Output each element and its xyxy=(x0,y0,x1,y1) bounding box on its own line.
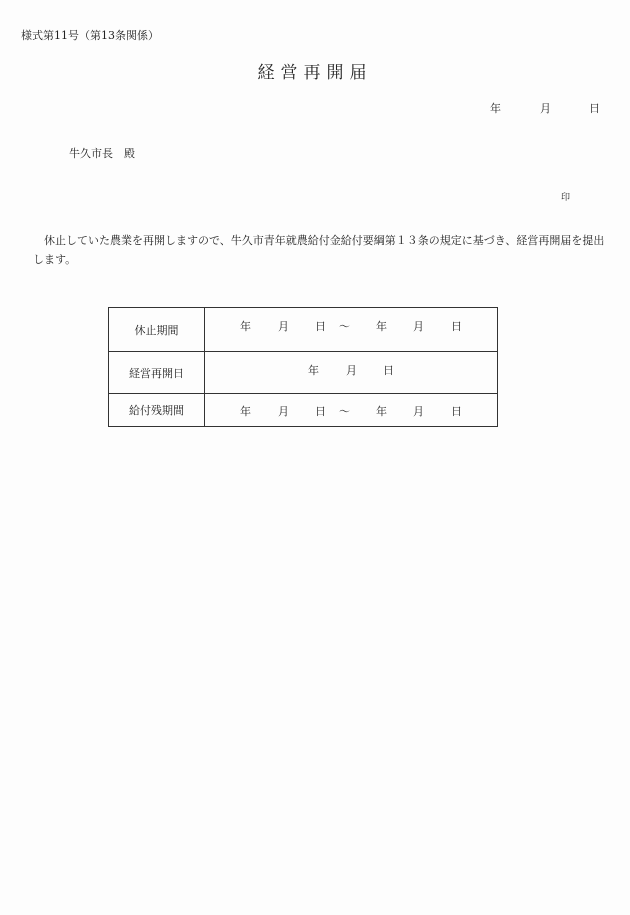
range-tilde: 〜 xyxy=(339,320,350,333)
year-label: 年 xyxy=(308,364,319,377)
month-label: 月 xyxy=(413,405,424,418)
table-row-resumption-date xyxy=(109,352,498,394)
day-label: 日 xyxy=(315,320,326,333)
remaining-period-value[interactable] xyxy=(205,394,498,427)
seal-mark: 印 xyxy=(561,193,571,203)
day-label: 日 xyxy=(451,405,462,418)
table-row-suspension-period xyxy=(109,308,498,352)
year-label: 年 xyxy=(376,405,387,418)
day-label: 日 xyxy=(383,364,394,377)
year-label: 年 xyxy=(240,320,251,333)
month-label: 月 xyxy=(278,405,289,418)
addressee: 牛久市長 殿 xyxy=(69,147,135,160)
day-label: 日 xyxy=(315,405,326,418)
range-tilde: 〜 xyxy=(339,405,350,418)
document-title: 経営再開届 xyxy=(257,63,373,83)
resumption-date-value[interactable] xyxy=(205,352,498,394)
row-label: 経営再開日 xyxy=(109,352,205,394)
date-month-label: 月 xyxy=(540,102,551,115)
suspension-period-value[interactable] xyxy=(205,308,498,352)
date-year-label: 年 xyxy=(490,102,501,115)
table-row-remaining-period xyxy=(109,394,498,427)
date-day-label: 日 xyxy=(589,102,600,115)
period-table xyxy=(108,307,498,427)
month-label: 月 xyxy=(346,364,357,377)
body-text: 休止していた農業を再開しますので、牛久市青年就農給付金給付要綱第１３条の規定に基づき、経営再開届を提出します。 xyxy=(33,234,605,266)
year-label: 年 xyxy=(376,320,387,333)
month-label: 月 xyxy=(278,320,289,333)
month-label: 月 xyxy=(413,320,424,333)
row-label: 休止期間 xyxy=(109,308,205,352)
form-number: 様式第11号（第13条関係） xyxy=(21,29,159,42)
year-label: 年 xyxy=(240,405,251,418)
row-label: 給付残期間 xyxy=(109,394,205,427)
day-label: 日 xyxy=(451,320,462,333)
